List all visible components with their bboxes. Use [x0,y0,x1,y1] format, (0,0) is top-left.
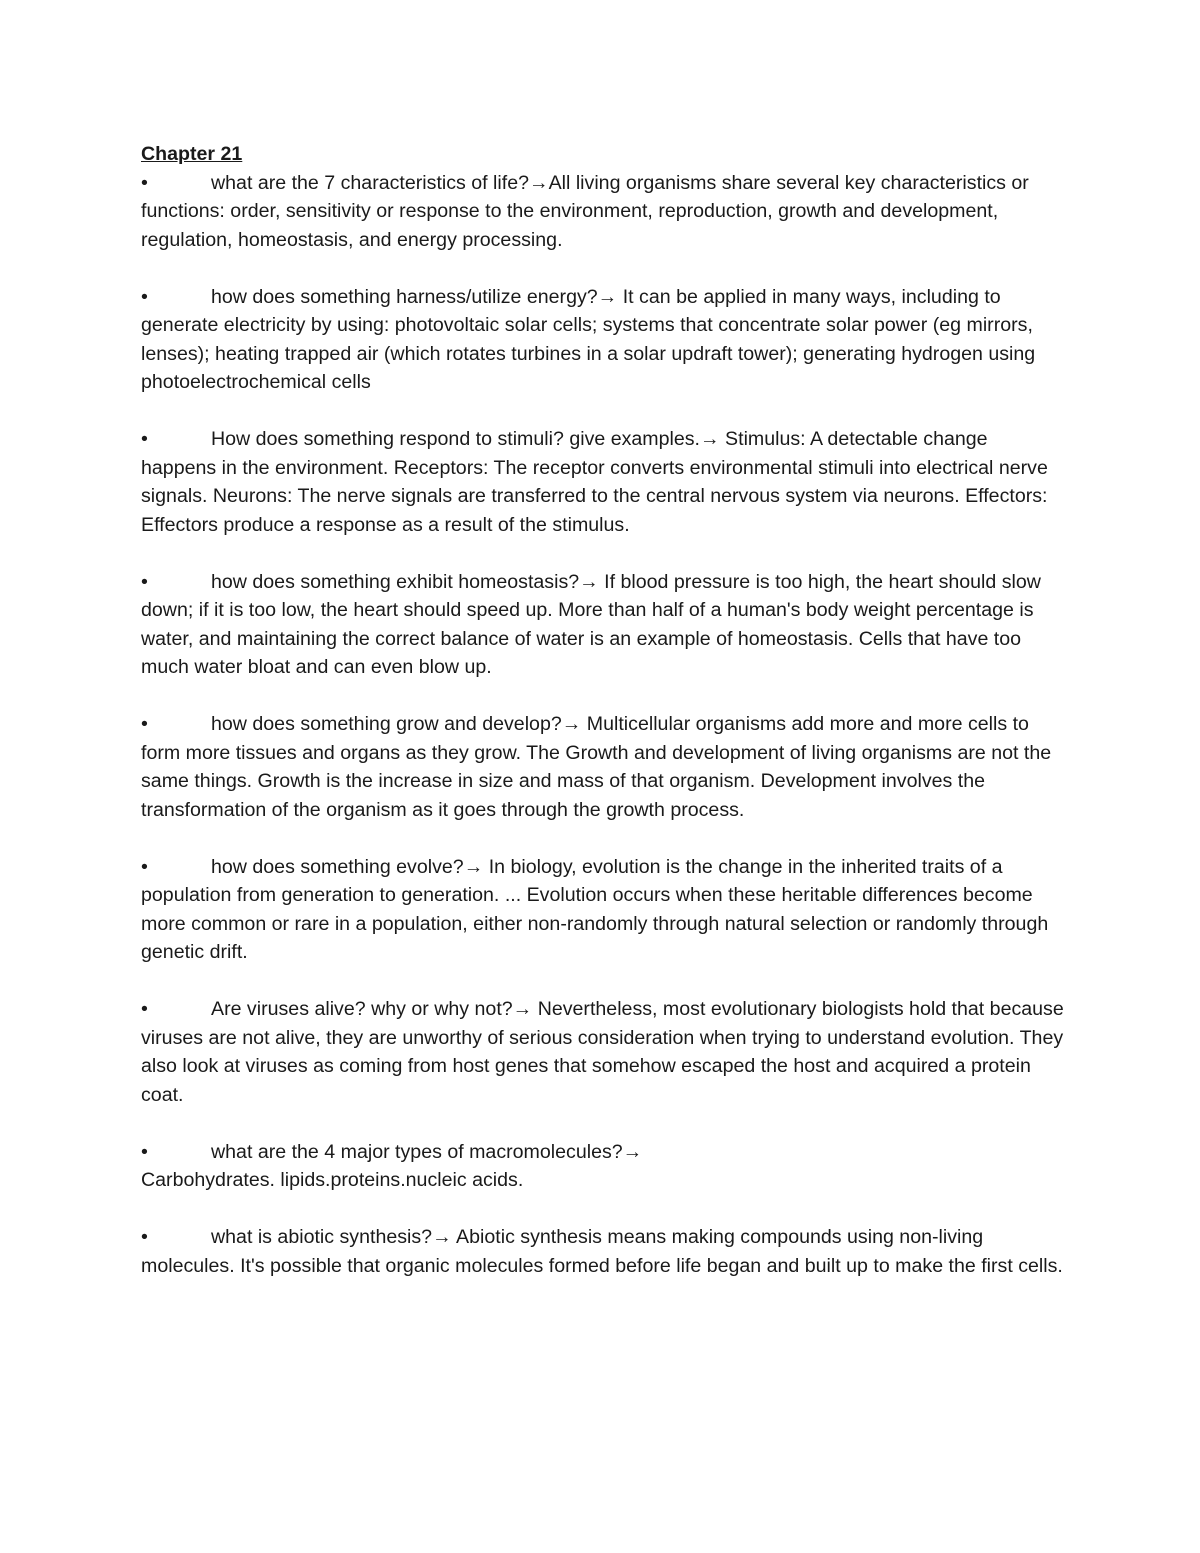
arrow-icon: → [561,713,582,735]
answer-text: Multicellular organisms add more and more cells to form more tissues and organs as they grow. The Growth and development of living organisms are not the same things. Growth is the increase in size and mass of that organism. Development involves the transformation of the organism as it goes through the growth process. [141,713,1052,821]
answer-text: If blood pressure is too high, the heart should slow down; if it is too low, the heart should speed up. More than half of a human's body weight percentage is water, and maintaining the correct balance of water is an example of homeostasis. Cells that have too much water bloat and can even blow up. [141,570,1041,678]
bullet-icon: • [141,998,148,1020]
list-item [141,995,1066,1109]
question-text: Are viruses alive? why or why not? [211,998,513,1020]
bullet-icon: • [141,1226,148,1248]
answer-text: Abiotic synthesis means making compounds using non-living molecules. It's possible that organic molecules formed before life began and built up to make the first cells. [141,1226,1063,1277]
arrow-icon: → [463,855,484,878]
bullet-icon: • [141,171,148,194]
answer-text: All living organisms share several key characteristics or functions: order, sensitivity or response to the environment, reproduction, growth and development, regulation, homeostasis, and energy processing. [141,171,1029,251]
list-item [141,425,1066,539]
question-text: how does something exhibit homeostasis? [211,570,580,593]
chapter-heading: Chapter 21 [141,143,243,165]
arrow-icon: → [512,998,533,1020]
answer-text: Stimulus: A detectable change happens in the environment. Receptors: The receptor converts environmental stimuli into electrical nerve signals. Neurons: The nerve signals are transferred to the central nervous system via neurons. Effectors: Effectors produce a response as a result of the stimulus. [141,428,1048,536]
list-item [141,1223,1066,1280]
answer-text: In biology, evolution is the change in the inherited traits of a population from generation to generation. ... Evolution occurs when these heritable differences become more common or rare in a population, either non-randomly through natural selection or randomly through genetic drift. [141,855,1049,963]
arrow-icon: → [597,285,618,308]
list-item [141,1138,1066,1195]
question-text: what is abiotic synthesis? [211,1226,433,1248]
bullet-icon: • [141,285,148,308]
bullet-icon: • [141,713,148,735]
list-item [141,568,1066,682]
arrow-icon: → [579,570,599,593]
arrow-icon: → [432,1226,452,1248]
question-text: how does something grow and develop? [211,713,562,735]
bullet-icon: • [141,428,148,450]
answer-text: Carbohydrates. lipids.proteins.nucleic acids. [141,1169,524,1191]
list-item [141,853,1066,967]
bullet-icon: • [141,570,148,593]
bullet-icon: • [141,1140,148,1163]
arrow-icon: → [700,428,720,450]
bullet-icon: • [141,855,148,878]
question-text: what are the 4 major types of macromolecules? [211,1140,623,1163]
question-text: How does something respond to stimuli? give examples. [211,428,701,450]
arrow-icon: → [529,171,549,194]
question-text: how does something harness/utilize energy? [211,285,598,308]
answer-text: It can be applied in many ways, including to generate electricity by using: photovoltaic solar cells; systems that concentrate solar power (eg mirrors, lenses); heating trapped air (which rotates turbines in a solar updraft tower); generating hydrogen using photoelectrochemical cells [141,285,1036,393]
list-item [141,283,1066,397]
question-text: how does something evolve? [211,855,464,878]
list-item [141,710,1066,824]
list-item [141,169,1066,255]
answer-text: Nevertheless, most evolutionary biologists hold that because viruses are not alive, they are unworthy of serious consideration when trying to understand evolution. They also look at viruses as coming from host genes that somehow escaped the host and acquired a protein coat. [141,998,1064,1106]
question-text: what are the 7 characteristics of life? [211,171,530,194]
document-body [141,140,1066,1309]
arrow-icon: → [622,1140,643,1163]
